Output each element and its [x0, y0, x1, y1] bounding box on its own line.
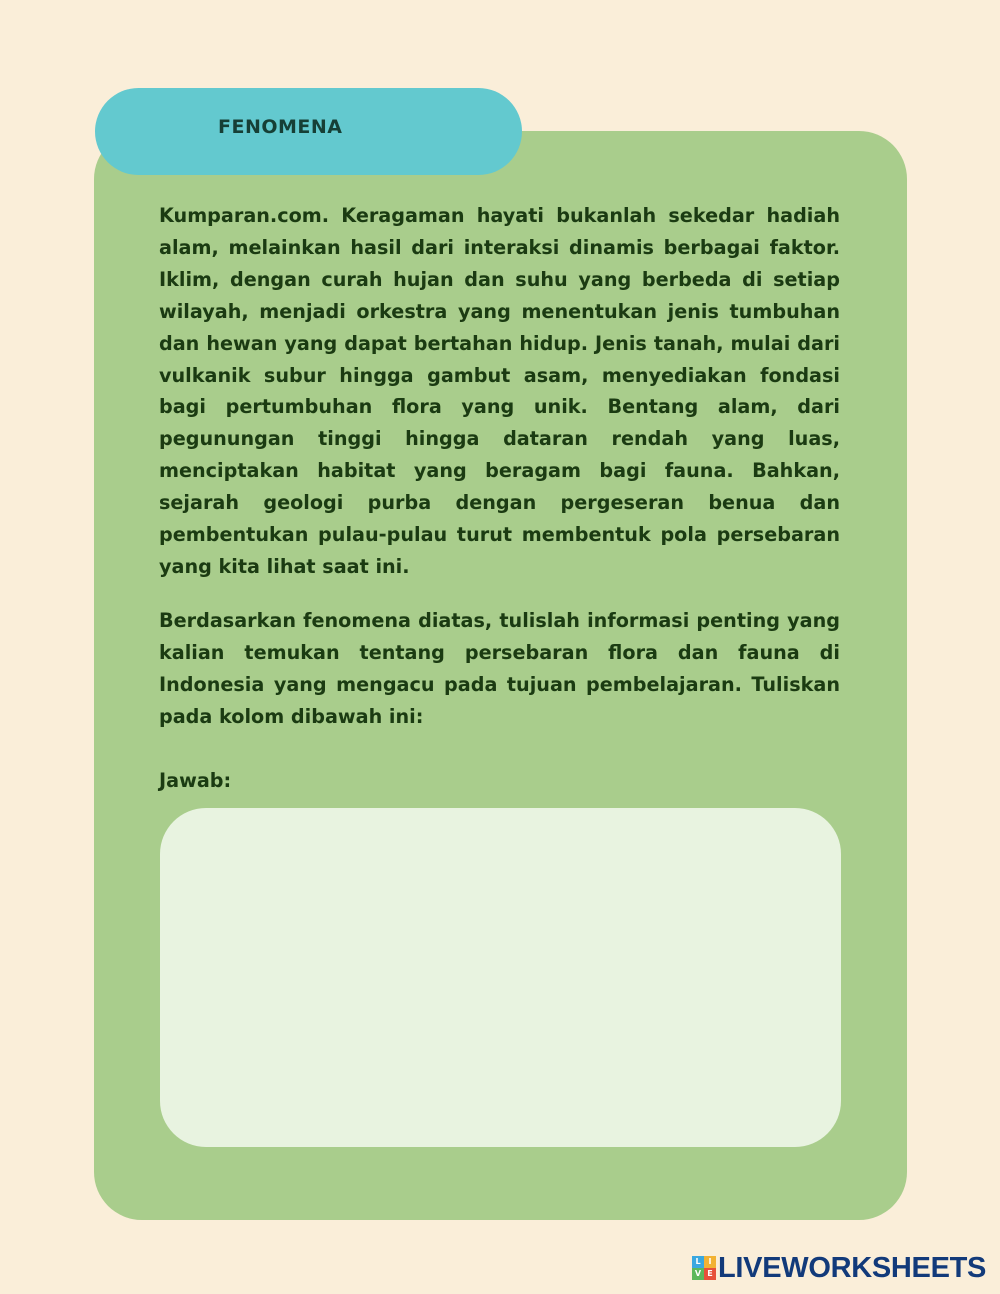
page-title: FENOMENA [218, 116, 343, 138]
answer-input[interactable] [160, 808, 841, 1147]
brand-name: LIVEWORKSHEETS [718, 1252, 987, 1284]
logo-letter: V [692, 1268, 704, 1280]
title-badge [95, 88, 522, 175]
phenomenon-paragraph: Kumparan.com. Keragaman hayati bukanlah sekedar hadiah alam, melainkan hasil dari interaksi dinamis berbagai faktor. Iklim, dengan curah hujan dan suhu yang berbeda di setiap wilayah, menjadi orkestra yang menentukan jenis tumbuhan dan hewan yang dapat bertahan hidup. Jenis tanah, mulai dari vulkanik subur hingga gambut asam, menyediakan fondasi bagi pertumbuhan flora yang unik. Bentang alam, dari pegunungan tinggi hingga dataran rendah yang luas, menciptakan habitat yang beragam bagi fauna. Bahkan, sejarah geologi purba dengan pergeseran benua dan pembentukan pulau-pulau turut membentuk pola persebaran yang kita lihat saat ini. [159, 204, 840, 578]
logo-letter: E [704, 1268, 716, 1280]
liveworksheets-logo-icon [692, 1256, 716, 1280]
brand-footer[interactable] [692, 1253, 986, 1283]
logo-letter: I [704, 1256, 716, 1268]
instruction-paragraph: Berdasarkan fenomena diatas, tulislah informasi penting yang kalian temukan tentang persebaran flora dan fauna di Indonesia yang mengacu pada tujuan pembelajaran. Tuliskan pada kolom dibawah ini: [159, 609, 840, 728]
answer-label: Jawab: [159, 769, 232, 792]
logo-letter: L [692, 1256, 704, 1268]
